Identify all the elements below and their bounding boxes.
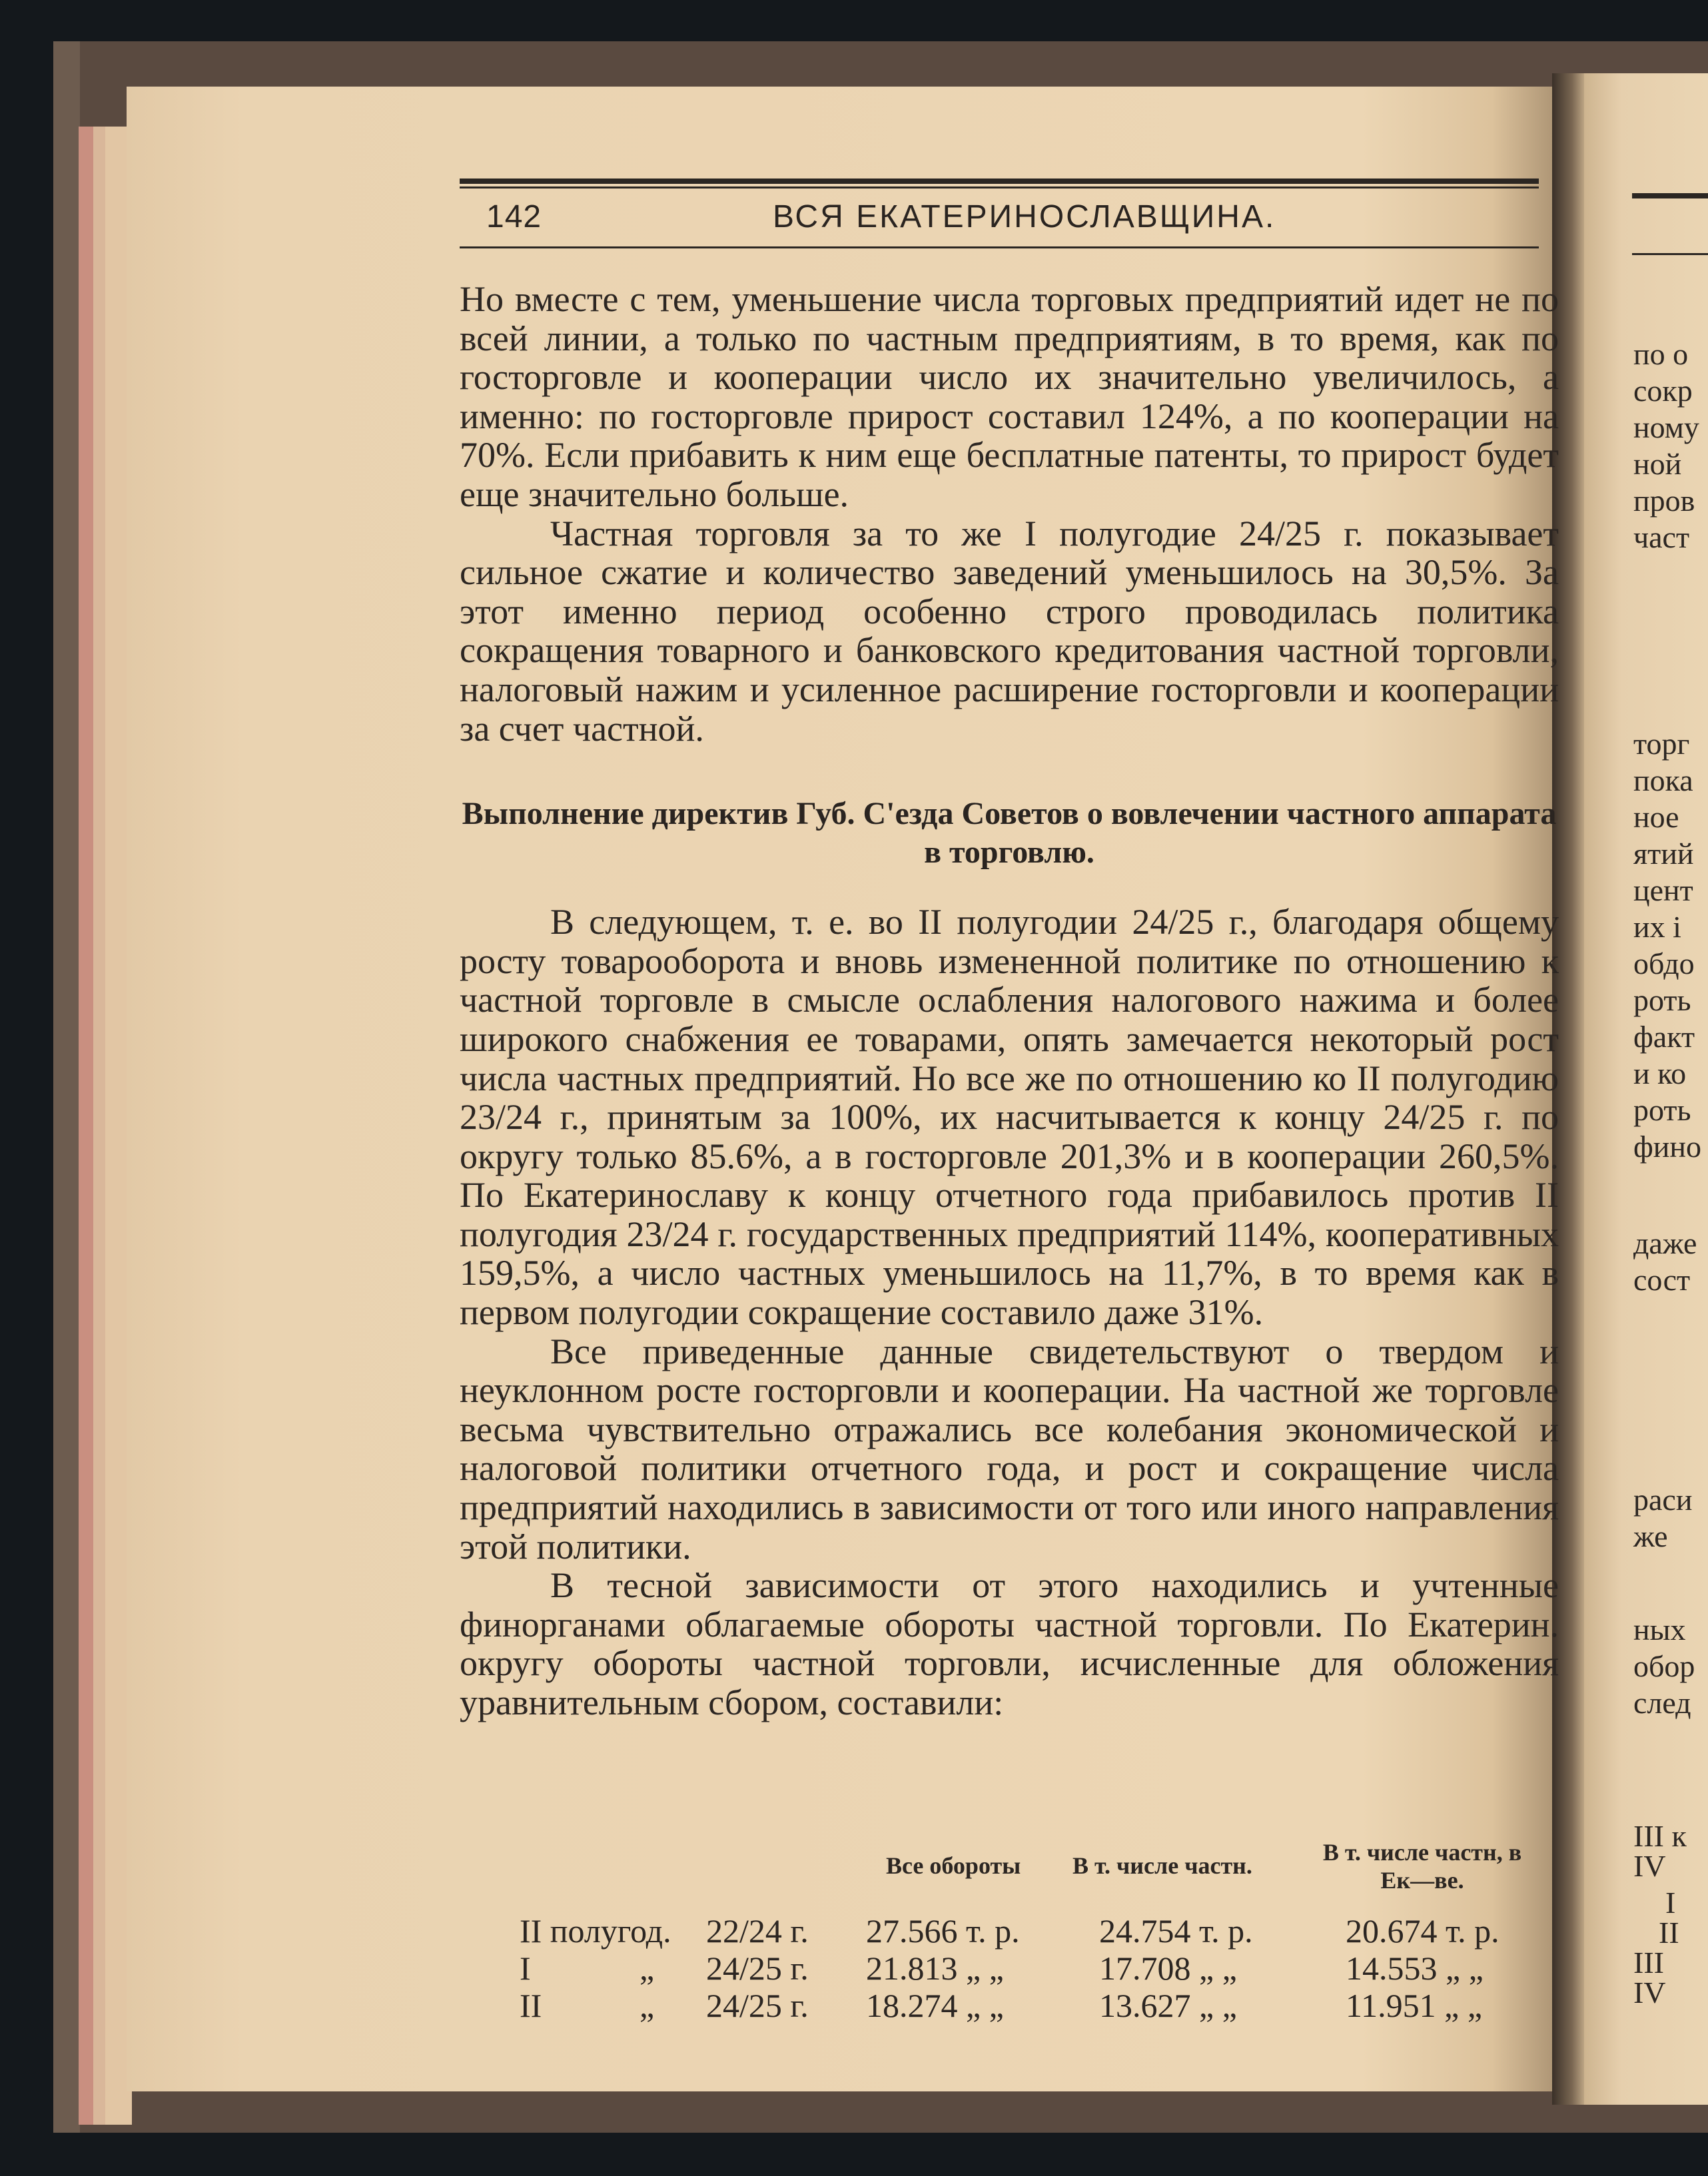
- column-header: Все обороты: [886, 1852, 1021, 1879]
- right-fragment: обор: [1633, 1649, 1695, 1683]
- right-fragment: III к: [1633, 1819, 1687, 1853]
- header-rule-thin: [460, 186, 1539, 188]
- right-fragment: ятий: [1633, 837, 1694, 871]
- period-cell: II полугод.: [520, 1912, 671, 1950]
- right-fragment: обдо: [1633, 946, 1695, 980]
- section-heading: Выполнение директив Губ. С'езда Советов о вовлечении частного аппарата в торговлю.: [462, 796, 1557, 871]
- table-row: [506, 1986, 1545, 2022]
- private-cell: 13.627 „ „: [1099, 1987, 1237, 2024]
- right-fragment: пока: [1633, 763, 1693, 797]
- right-fragment: фино: [1633, 1130, 1702, 1164]
- right-header-rule: [1632, 193, 1708, 198]
- right-fragment: ное: [1633, 800, 1679, 834]
- column-header: В т. числе частн.: [1072, 1852, 1252, 1879]
- right-fragment: же: [1633, 1519, 1668, 1553]
- total-cell: 27.566 т. р.: [866, 1912, 1020, 1950]
- right-fragment: III: [1633, 1946, 1664, 1980]
- private-cell: 17.708 „ „: [1099, 1950, 1237, 1987]
- total-cell: 21.813 „ „: [866, 1950, 1004, 1987]
- right-fragment: IV: [1633, 1976, 1666, 2009]
- cover-edge: [53, 41, 80, 2133]
- right-fragment: роть: [1633, 983, 1691, 1017]
- right-fragment: факт: [1633, 1020, 1695, 1054]
- right-fragment: по о: [1633, 337, 1689, 371]
- ekat-cell: 14.553 „ „: [1346, 1950, 1484, 1987]
- right-fragment: даже: [1633, 1226, 1697, 1260]
- right-fragment: ной: [1633, 447, 1682, 481]
- right-fragment: II: [1659, 1916, 1679, 1950]
- right-fragment: раси: [1633, 1483, 1693, 1517]
- right-fragment: роть: [1633, 1093, 1691, 1127]
- column-header: В т. числе частн, в Ек—ве.: [1322, 1839, 1522, 1894]
- page-edges: [79, 127, 132, 2125]
- right-fragment: и ко: [1633, 1056, 1687, 1090]
- period-cell: I: [520, 1950, 531, 1987]
- ditto-cell: „: [640, 1950, 655, 1987]
- page-number: 142: [486, 199, 542, 234]
- right-fragment: сокр: [1633, 374, 1693, 408]
- paragraph: Все приведенные данные свидетельствуют о твердом и неуклонном росте госторговли и кооперации. На частной же торговле весьма чувствительно отражались все колебания экономической и налоговой политики отчетного года, и рост и сокращение числа предприятий находились в зависимости от того или иного направления этой политики.: [460, 1331, 1559, 1567]
- table-row: [506, 1912, 1545, 1948]
- ekat-cell: 20.674 т. р.: [1346, 1912, 1499, 1950]
- right-fragment: след: [1633, 1686, 1691, 1720]
- running-title: ВСЯ ЕКАТЕРИНОСЛАВЩИНА.: [773, 199, 1276, 234]
- header-rule: [460, 179, 1539, 184]
- year-cell: 24/25 г.: [706, 1950, 809, 1987]
- right-fragment: част: [1633, 520, 1690, 554]
- paragraph: В следующем, т. е. во II полугодии 24/25 г., благодаря общему росту товарооборота и вновь измененной политике по отношению к частной торговле в смысле ослабления налогового нажима и более широкого снабжения ее товарами, опять замечается некоторый рост числа частных предприятий. Но все же по отношению ко II полугодию 23/24 г., принятым за 100%, их насчитывается к концу 24/25 г. по округу только 85.6%, а в госторговле 201,3% и в кооперации 260,5%. По Екатеринославу к концу отчетного года прибавилось против II полугодия 23/24 г. государственных предприятий 114%, кооперативных 159,5%, а число частных уменьшилось на 11,7%, в то время как в первом полугодии сокращение составило даже 31%.: [460, 902, 1559, 1333]
- total-cell: 18.274 „ „: [866, 1987, 1004, 2024]
- year-cell: 24/25 г.: [706, 1987, 809, 2024]
- ekat-cell: 11.951 „ „: [1346, 1987, 1483, 2024]
- right-fragment: пров: [1633, 484, 1695, 518]
- right-fragment: ному: [1633, 410, 1699, 444]
- right-fragment: I: [1665, 1886, 1676, 1920]
- year-cell: 22/24 г.: [706, 1912, 809, 1950]
- right-fragment: их і: [1633, 910, 1681, 944]
- right-fragment: ных: [1633, 1613, 1686, 1646]
- right-fragment: сост: [1633, 1263, 1691, 1297]
- page-body: [460, 280, 1559, 1722]
- right-fragment: IV: [1633, 1849, 1666, 1883]
- right-fragment: торг: [1633, 727, 1690, 761]
- paragraph: Но вместе с тем, уменьшение числа торговых предприятий идет не по всей линии, а только по частным предприятиям, в то время, как по госторговле и кооперации число их значительно увеличилось, а именно: по госторговле прирост составил 124%, а по кооперации на 70%. Если прибавить к ним еще бесплатные патенты, то прирост будет еще значительно больше.: [460, 279, 1559, 514]
- ditto-cell: „: [640, 1987, 655, 2024]
- header-rule-bottom: [460, 246, 1539, 248]
- private-cell: 24.754 т. р.: [1099, 1912, 1253, 1950]
- paragraph: Частная торговля за то же I полугодие 24/25 г. показывает сильное сжатие и количество заведений уменьшилось на 30,5%. За этот именно период особенно строго проводилась политика сокращения товарного и банковского кредитования частной торговли, налоговый нажим и усиленное расширение госторговли и кооперации за счет частной.: [460, 513, 1559, 749]
- period-cell: II: [520, 1987, 542, 2024]
- paragraph: В тесной зависимости от этого находились и учтенные финорганами облагаемые обороты частной торговли. По Екатерин. округу обороты частной торговли, исчисленные для обложения уравнительным сбором, составили:: [460, 1565, 1559, 1722]
- right-header-rule-thin: [1632, 253, 1708, 255]
- table-row: [506, 1949, 1545, 1985]
- right-fragment: цент: [1633, 873, 1693, 907]
